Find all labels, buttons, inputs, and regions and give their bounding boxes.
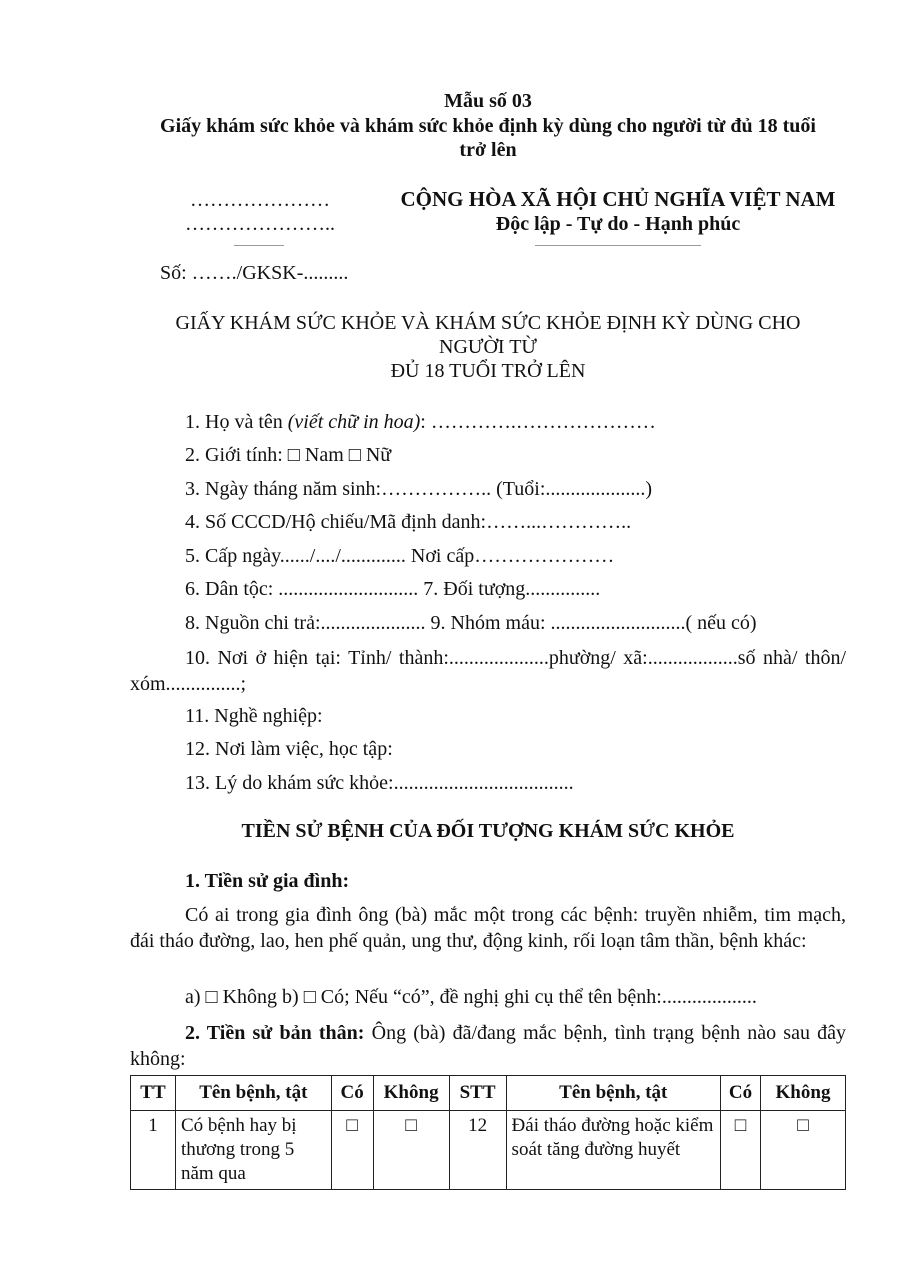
field-full-name-blank: : ………….………………… bbox=[420, 411, 656, 433]
field-issue-date-place: 5. Cấp ngày....../..../............. Nơi cấp………………… bbox=[185, 545, 615, 567]
row-number-cell: 12 bbox=[449, 1111, 506, 1190]
document-number: Số: ……./GKSK-......... bbox=[160, 262, 349, 284]
table-header-cell: Không bbox=[761, 1076, 846, 1111]
field-payment-blood-type: 8. Nguồn chi trả:..................... 9. Nhóm máu: ...........................( nếu có) bbox=[185, 612, 757, 634]
disease-history-table bbox=[130, 1075, 846, 1190]
table-header-cell: Có bbox=[331, 1076, 373, 1111]
personal-history-heading: 2. Tiền sử bản thân: bbox=[185, 1022, 365, 1044]
country-name: CỘNG HÒA XÃ HỘI CHỦ NGHĨA VIỆT NAM bbox=[400, 187, 836, 211]
field-id-number: 4. Số CCCD/Hộ chiếu/Mã định danh:……...………….. bbox=[185, 511, 632, 533]
form-number: Mẫu số 03 bbox=[444, 90, 532, 112]
issuer-underline bbox=[234, 245, 284, 246]
table-header-row bbox=[131, 1076, 846, 1111]
no-checkbox[interactable]: □ bbox=[373, 1111, 449, 1190]
yes-checkbox[interactable]: □ bbox=[331, 1111, 373, 1190]
issuer-line1: ………………… bbox=[190, 189, 330, 211]
issuer-line2: ………………….. bbox=[185, 213, 335, 235]
no-checkbox[interactable]: □ bbox=[761, 1111, 846, 1190]
form-title-line2: trở lên bbox=[459, 139, 517, 161]
medical-history-heading: TIỀN SỬ BỆNH CỦA ĐỐI TƯỢNG KHÁM SỨC KHỎE bbox=[241, 820, 735, 842]
field-occupation: 11. Nghề nghiệp: bbox=[185, 705, 323, 727]
table-header-cell: STT bbox=[449, 1076, 506, 1111]
personal-history-text: Ông (bà) đã/đang mắc bệnh, tình trạng bệnh nào sau đây không: bbox=[130, 1022, 846, 1070]
table-header-cell: Tên bệnh, tật bbox=[175, 1076, 331, 1111]
field-full-name-label: 1. Họ và tên bbox=[185, 411, 288, 433]
field-full-name bbox=[185, 411, 656, 434]
motto-underline bbox=[535, 245, 701, 246]
form-title-line1: Giấy khám sức khỏe và khám sức khỏe định kỳ dùng cho người từ đủ 18 tuổi bbox=[160, 115, 816, 137]
field-exam-reason: 13. Lý do khám sức khỏe:.................................... bbox=[185, 772, 574, 794]
table-header-cell: TT bbox=[131, 1076, 176, 1111]
yes-checkbox[interactable]: □ bbox=[721, 1111, 761, 1190]
document-title-line3: ĐỦ 18 TUỔI TRỞ LÊN bbox=[390, 360, 586, 382]
field-workplace: 12. Nơi làm việc, học tập: bbox=[185, 738, 393, 760]
table-row bbox=[131, 1111, 846, 1190]
table-header-cell: Có bbox=[721, 1076, 761, 1111]
family-history-text: Có ai trong gia đình ông (bà) mắc một trong các bệnh: truyền nhiễm, tim mạch, đái tháo đường, lao, hen phế quản, ung thư, động kinh, rối loạn tâm thần, bệnh khác: bbox=[130, 904, 846, 952]
field-ethnicity-subject: 6. Dân tộc: ............................ 7. Đối tượng............... bbox=[185, 578, 601, 600]
field-date-of-birth: 3. Ngày tháng năm sinh:…………….. (Tuổi:....................) bbox=[185, 478, 653, 500]
national-motto: Độc lập - Tự do - Hạnh phúc bbox=[495, 213, 741, 235]
family-history-options: a) □ Không b) □ Có; Nếu “có”, đề nghị ghi cụ thể tên bệnh:................... bbox=[185, 986, 757, 1008]
field-full-name-hint: (viết chữ in hoa) bbox=[287, 411, 421, 433]
disease-name-cell: Có bệnh hay bị thương trong 5 năm qua bbox=[175, 1111, 331, 1190]
field-gender: 2. Giới tính: □ Nam □ Nữ bbox=[185, 444, 392, 466]
personal-history bbox=[130, 1020, 846, 1072]
table-header-cell: Không bbox=[373, 1076, 449, 1111]
disease-name-cell: Đái tháo đường hoặc kiểm soát tăng đường huyết bbox=[506, 1111, 720, 1190]
field-current-address: 10. Nơi ở hiện tại: Tỉnh/ thành:....................phường/ xã:..................số nhà/ thôn/ xóm...............; bbox=[130, 647, 846, 695]
table-header-cell: Tên bệnh, tật bbox=[506, 1076, 720, 1111]
row-number-cell: 1 bbox=[131, 1111, 176, 1190]
document-title-line1: GIẤY KHÁM SỨC KHỎE VÀ KHÁM SỨC KHỎE ĐỊNH KỲ DÙNG CHO bbox=[175, 312, 801, 334]
document-title-line2: NGƯỜI TỪ bbox=[439, 336, 537, 358]
family-history-heading: 1. Tiền sử gia đình: bbox=[185, 870, 350, 892]
